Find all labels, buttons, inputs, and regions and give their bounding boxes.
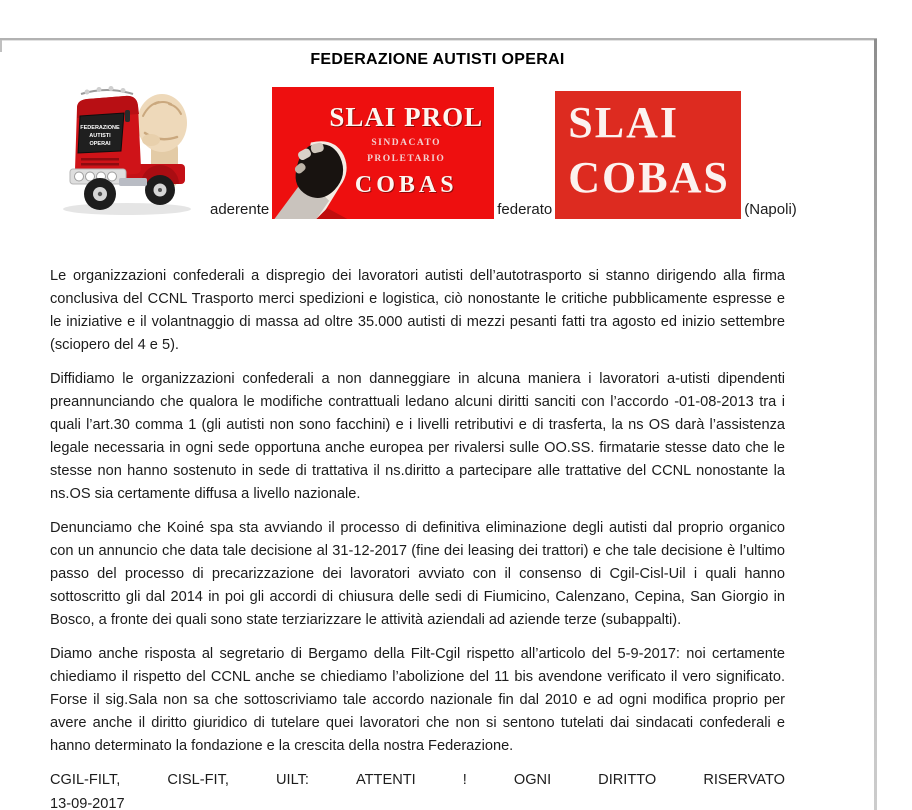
slai-prol-cobas-word: COBAS [354,172,458,198]
paragraph-3: Denunciamo che Koiné spa sta avviando il processo di definitiva eliminazione degli autisti dal proprio organico con un annuncio che data tale decisione al 31-12-2017 (fine dei leasing dei trattori) e che tale decisione è l’ultimo passo del processo di precarizzazione dei lavoratori avviato con il consenso di Cgil-Cisl-Uil i quali hanno sottoscritto gli dal 2014 in poi gli accordi di chiusura delle sedi di Fiumicino, Calenzano, Cepina, San Giorgio in Bosco, a fronte dei quali sono state terziarizzare le attività aziendali ad aziende terze (subappalti). [50,520,785,628]
closing-token: ATTENTI [355,772,416,788]
truck-caption-line1: FEDERAZIONE [80,125,120,131]
federato-label: federato [497,201,553,218]
truck-caption-line2: AUTISTI [89,133,111,139]
closing-token: ! [462,772,467,788]
slai-prol-title: SLAI PROL [329,102,484,132]
closing-token: CISL-FIT, [167,772,229,788]
masthead-row [55,78,875,219]
slai-prol-text-block [324,102,488,199]
slai-prol-sub2: PROLETARIO [367,154,446,164]
truck-fist-image [55,78,207,219]
slai-cobas-logo [555,91,741,219]
closing-token: RISERVATO [703,772,785,788]
closing-date: 13-09-2017 [50,796,125,810]
closing-token: OGNI [513,772,552,788]
page-title: FEDERAZIONE AUTISTI OPERAI [310,51,565,68]
paragraph-2: Diffidiamo le organizzazioni confederali a non danneggiare in alcuna maniera i lavoratori a-utisti dipendenti preannunciando che qualora le modifiche contrattuali ledano alcuni diritti sanciti con l’accordo -01-08-2013 tra i quali l’art.30 comma 1 (gli autisti non sono facchini) e i livelli retributivi e di trasferta, la ns OS darà l’assistenza legale necessaria in ogni sede opportuna anche europea per rivalersi sulle OO.SS. firmatarie stesse dato che le stesse non hanno sostenuto in sede di trattativa il ns.diritto a partecipare alle trattative del CCNL nonostante la ns.OS sia certamente diffusa a livello nazionale. [50,371,785,502]
truck-illustration [55,78,207,219]
slai-prol-sub1: SINDACATO [371,138,442,148]
closing-token: UILT: [275,772,309,788]
page-content [0,38,875,810]
paragraph-1: Le organizzazioni confederali a dispregio dei lavoratori autisti dell’autotrasporto si stanno dirigendo alla firma conclusiva del CCNL Trasporto merci spedizioni e logistica, ciò nonostante le critiche pubblicamente espresse e le iniziative e il volantnaggio di massa ad oltre 35.000 autisti di mezzi pesanti fatti tra agosto ed inizio settembre (sciopero del 4 e 5). [50,268,785,353]
slai-cobas-line2: COBAS [568,153,730,202]
closing-block [50,769,785,810]
slai-cobas-line1: SLAI [568,98,679,147]
slai-prol-cobas-banner [272,87,494,219]
closing-warning-line [50,769,785,792]
napoli-label: (Napoli) [744,201,797,218]
aderente-label: aderente [210,201,270,218]
truck-caption-line3: OPERAI [89,141,111,147]
closing-token: CGIL-FILT, [50,772,121,788]
paragraph-4: Diamo anche risposta al segretario di Bergamo della Filt-Cgil rispetto all’articolo del 5-9-2017: noi certamente chiediamo il rispetto del CCNL anche se chiediamo l’abolizione del 11 bis avendone verificato il vero significato. Forse il sig.Sala non sa che sottoscriviamo tale accordo nazionale fin dal 2010 e ad ogni modifica proprio per avere anche il diritto giuridico di tutelare quei lavoratori che non si sentono tutelati dai sindacati confederali e hanno determinato la fondazione e la crescita della nostra Federazione. [50,646,785,754]
body-text [50,265,785,758]
closing-token: DIRITTO [598,772,657,788]
